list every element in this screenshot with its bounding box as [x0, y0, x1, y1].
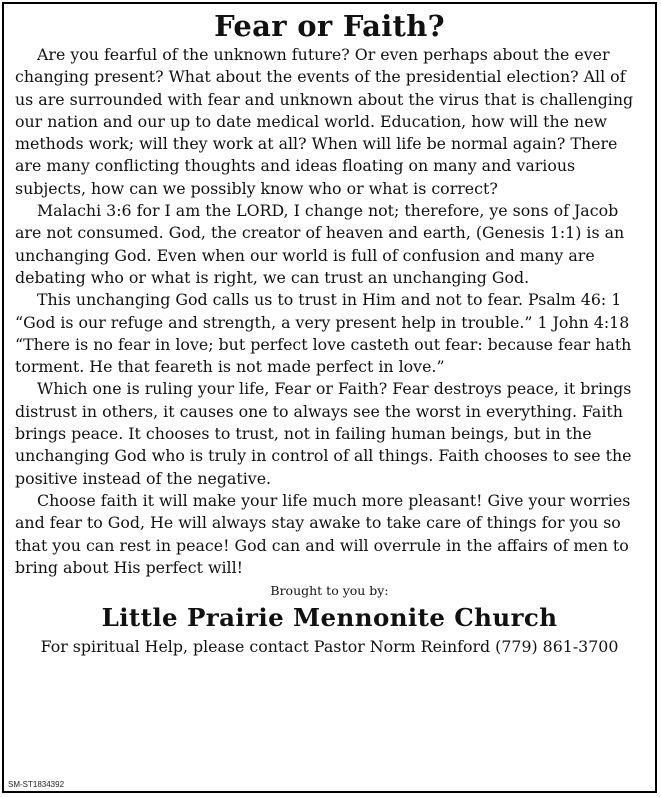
contact-line: For spiritual Help, please contact Pastor Norm Reinford (779) 861-3700 — [40, 637, 619, 657]
paragraph-unchanging-god: Malachi 3:6 for I am the LORD, I change not; therefore, ye sons of Jacob are not consumed. God, the creator of heaven and earth, (Genesis 1:1) is an unchanging God. Even when our world is full of confusion and many are debating who or what is right, we can trust an unchanging God. — [15, 201, 625, 287]
ad-body — [4, 44, 655, 579]
ad-title: Fear or Faith? — [214, 9, 445, 43]
ad-code: SM-ST1834392 — [8, 780, 65, 789]
paragraph-fear-questions: Are you fearful of the unknown future? Or even perhaps about the ever changing present? What about the events of the presidential election? All of us are surrounded with fear and unknown about the virus that is challenging our nation and our up to date medical world. Education, how will the new methods work; will they work at all? When will life be normal again? There are many conflicting thoughts and ideas floating on many and various subjects, how can we possibly know who or what is correct? — [15, 45, 634, 198]
paragraph-fear-vs-faith: Which one is ruling your life, Fear or Faith? Fear destroys peace, it brings distrust in others, it causes one to always see the worst in everything. Faith brings peace. It chooses to trust, not in failing human beings, but in the unchanging God who is truly in control of all things. Faith chooses to see the positive instead of the negative. — [15, 379, 632, 488]
paragraph-choose-faith: Choose faith it will make your life much more pleasant! Give your worries and fear to God, He will always stay awake to take care of things for you so that you can rest in peace! God can and will overrule in the affairs of men to bring about His perfect will! — [15, 490, 631, 577]
church-name: Little Prairie Mennonite Church — [101, 603, 558, 633]
brought-by-label: Brought to you by: — [270, 583, 389, 599]
ad-frame — [2, 2, 657, 793]
paragraph-trust-scripture: This unchanging God calls us to trust in Him and not to fear. Psalm 46: 1 “God is our refuge and strength, a very present help in trouble.” 1 John 4:18 “There is no fear in love; but perfect love casteth out fear: because fear hath torment. He that feareth is not made perfect in love.” — [15, 290, 632, 377]
